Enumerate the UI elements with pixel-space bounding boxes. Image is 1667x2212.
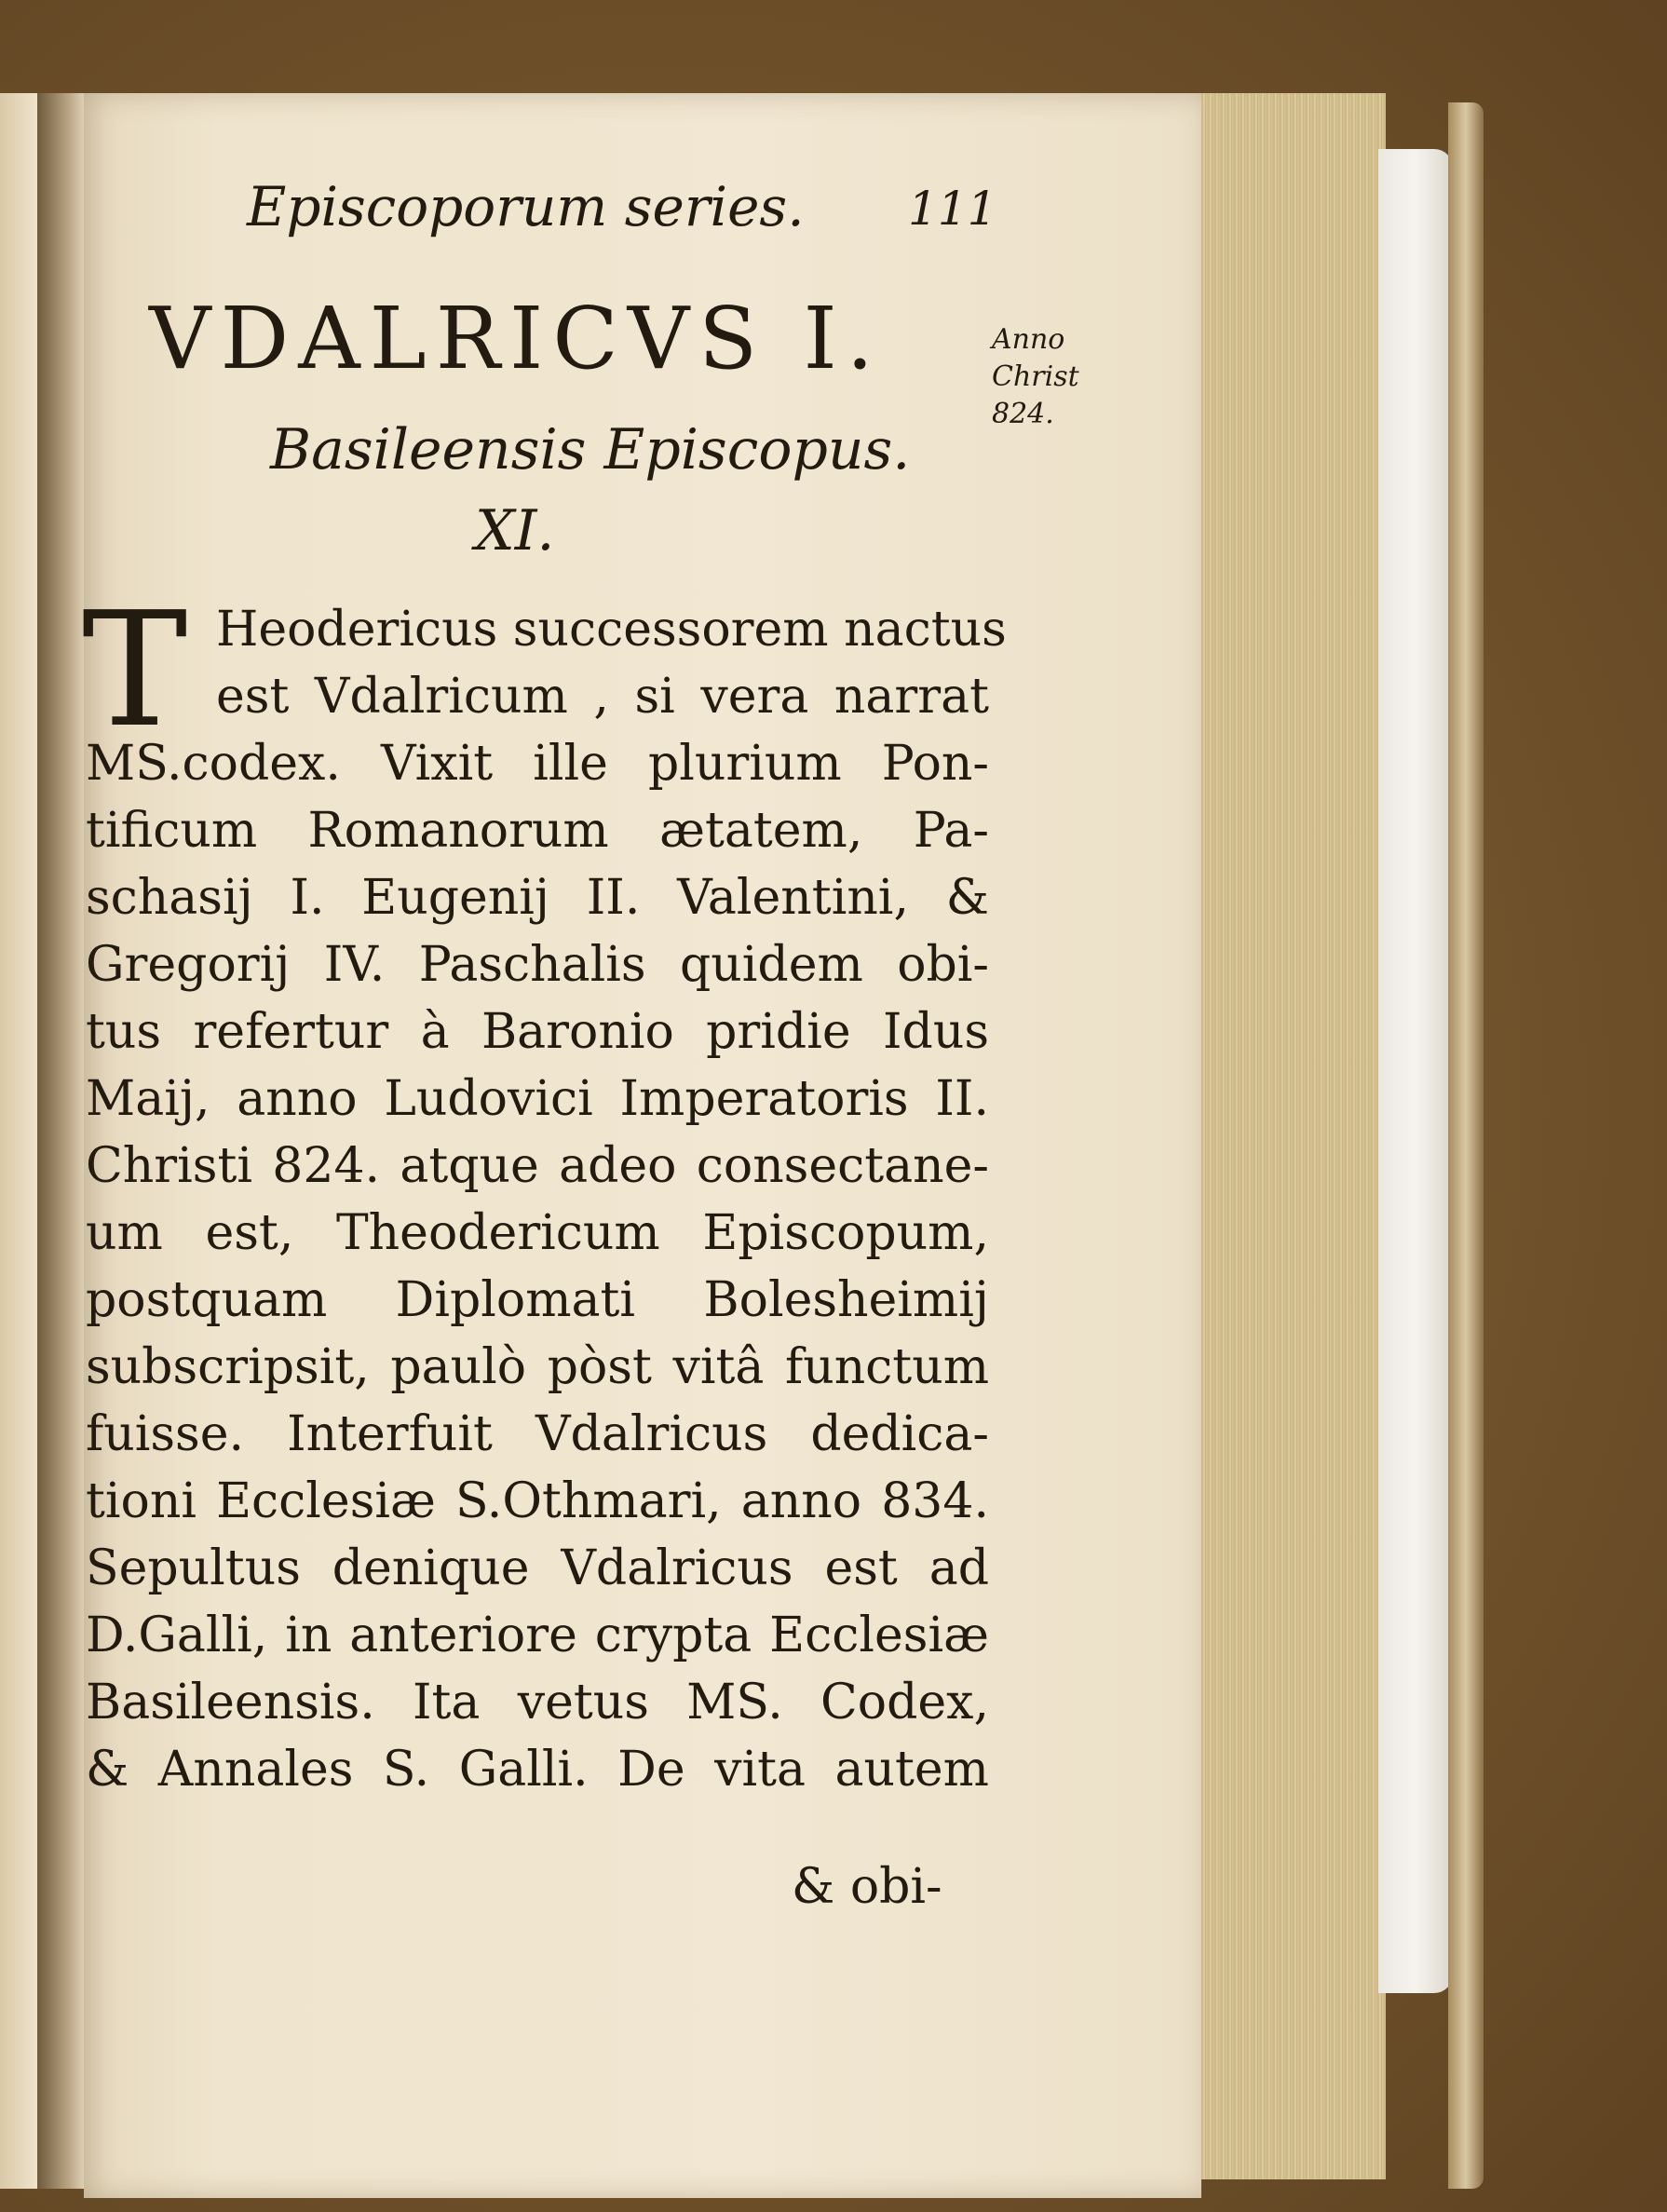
left-page-edge xyxy=(0,93,39,2189)
body-line: fuisse. Interfuit Vdalricus dedica- xyxy=(86,1406,989,1462)
body-line: subscripsit, paulò pòst vitâ functum xyxy=(86,1339,989,1395)
flyleaf xyxy=(1378,149,1453,1993)
chapter-title: VDALRICVS I. xyxy=(149,289,884,388)
margin-note-line: Christ xyxy=(992,360,1079,393)
body-line: Heodericus successorem nactus xyxy=(216,602,1007,658)
body-line: tioni Ecclesiæ S.Othmari, anno 834. xyxy=(86,1473,989,1529)
body-line: tificum Romanorum ætatem, Pa- xyxy=(86,803,989,859)
bishop-numeral: XI. xyxy=(475,498,555,563)
chapter-subtitle: Basileensis Episcopus. xyxy=(270,417,911,482)
drop-cap: T xyxy=(82,578,188,763)
cover-edge xyxy=(1448,102,1484,2189)
body-line: Basileensis. Ita vetus MS. Codex, xyxy=(86,1675,989,1730)
body-line: & Annales S. Galli. De vita autem xyxy=(86,1742,989,1798)
body-line: um est, Theodericum Episcopum, xyxy=(86,1205,989,1261)
body-line: MS.codex. Vixit ille plurium Pon- xyxy=(86,736,989,792)
book-gutter xyxy=(37,93,88,2189)
body-line: D.Galli, in anteriore crypta Ecclesiæ xyxy=(86,1608,989,1663)
body-line: est Vdalricum , si vera narrat xyxy=(216,669,989,725)
running-head: Episcoporum series. xyxy=(247,175,805,238)
body-line: tus refertur à Baronio pridie Idus xyxy=(86,1004,989,1060)
page-number: 111 xyxy=(908,182,997,236)
body-line: Sepultus denique Vdalricus est ad xyxy=(86,1540,989,1596)
catchword: & obi- xyxy=(792,1859,942,1915)
body-line: Maij, anno Ludovici Imperatoris II. xyxy=(86,1071,989,1127)
margin-note-line: Anno xyxy=(992,323,1065,356)
body-line: Christi 824. atque adeo consectane- xyxy=(86,1138,989,1194)
body-line: schasij I. Eugenij II. Valentini, & xyxy=(86,870,989,926)
margin-note xyxy=(992,321,1094,433)
margin-note-line: 824. xyxy=(992,398,1054,430)
body-line: postquam Diplomati Bolesheimij xyxy=(86,1272,989,1328)
page-block-edge xyxy=(1197,93,1386,2179)
body-line: Gregorij IV. Paschalis quidem obi- xyxy=(86,937,989,993)
